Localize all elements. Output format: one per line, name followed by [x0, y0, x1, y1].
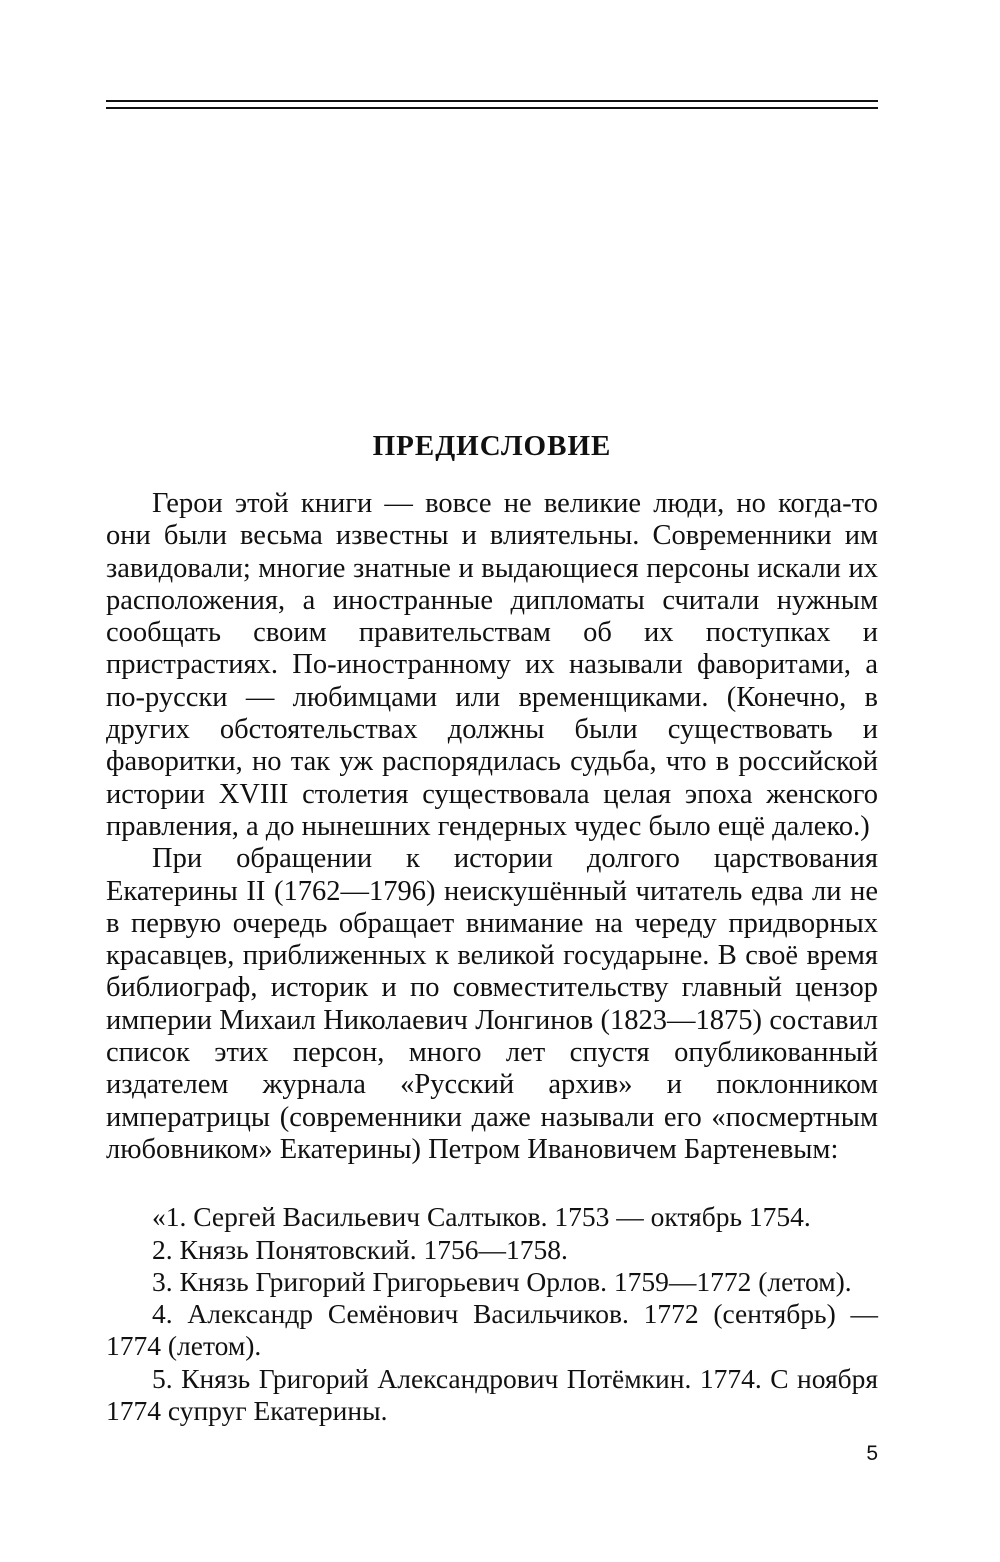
chapter-title: ПРЕДИСЛОВИЕ — [372, 430, 612, 462]
list-item: 2. Князь Понятовский. 1756—1758. — [152, 1233, 568, 1265]
list-item: «1. Сергей Васильевич Салтыков. 1753 — октябрь 1754. — [152, 1201, 811, 1233]
header-rule-top — [106, 100, 878, 102]
list-item: 5. Князь Григорий Александрович Потёмкин. 1774. С ноября 1774 супруг Екатерины. — [106, 1362, 878, 1427]
list-item: 3. Князь Григорий Григорьевич Орлов. 1759—1772 (летом). — [152, 1265, 852, 1297]
paragraph: При обращении к истории долгого царствования Екатерины II (1762—1796) неискушённый читатель едва ли не в первую очередь обращает внимание на череду придворных красавцев, приближенных к великой государыне. В своё время библиограф, историк и по совместительству главный цензор империи Михаил Николаевич Лонгинов (1823—1875) составил список этих персон, много лет спустя опубликованный издателем журнала «Русский архив» и поклонником императрицы (современники даже называли его «посмертным любовником» Екатерины) Петром Ивановичем Бартеневым: — [106, 843, 878, 1165]
page-number: 5 — [866, 1442, 878, 1465]
body-text — [106, 488, 878, 1427]
header-rule-bottom — [106, 107, 878, 109]
list-item: 4. Александр Семёнович Васильчиков. 1772 (сентябрь) — 1774 (летом). — [106, 1298, 878, 1362]
favorites-list — [106, 1201, 878, 1427]
paragraph: Герои этой книги — вовсе не великие люди, но когда-то они были весьма известны и влиятельны. Современники им завидовали; многие знатные и выдающиеся персоны искали их расположения, а иностранные дипломаты считали нужным сообщать своим правительствам об их поступках и пристрастиях. По-иностранному их называли фаворитами, а по-русски — любимцами или временщиками. (Конечно, в других обстоятельствах должны были существовать и фаворитки, но так уж распорядилась судьба, что в российской истории XVIII столетия существовала целая эпоха женского правления, а до нынешних гендерных чудес было ещё далеко.) — [106, 488, 878, 842]
